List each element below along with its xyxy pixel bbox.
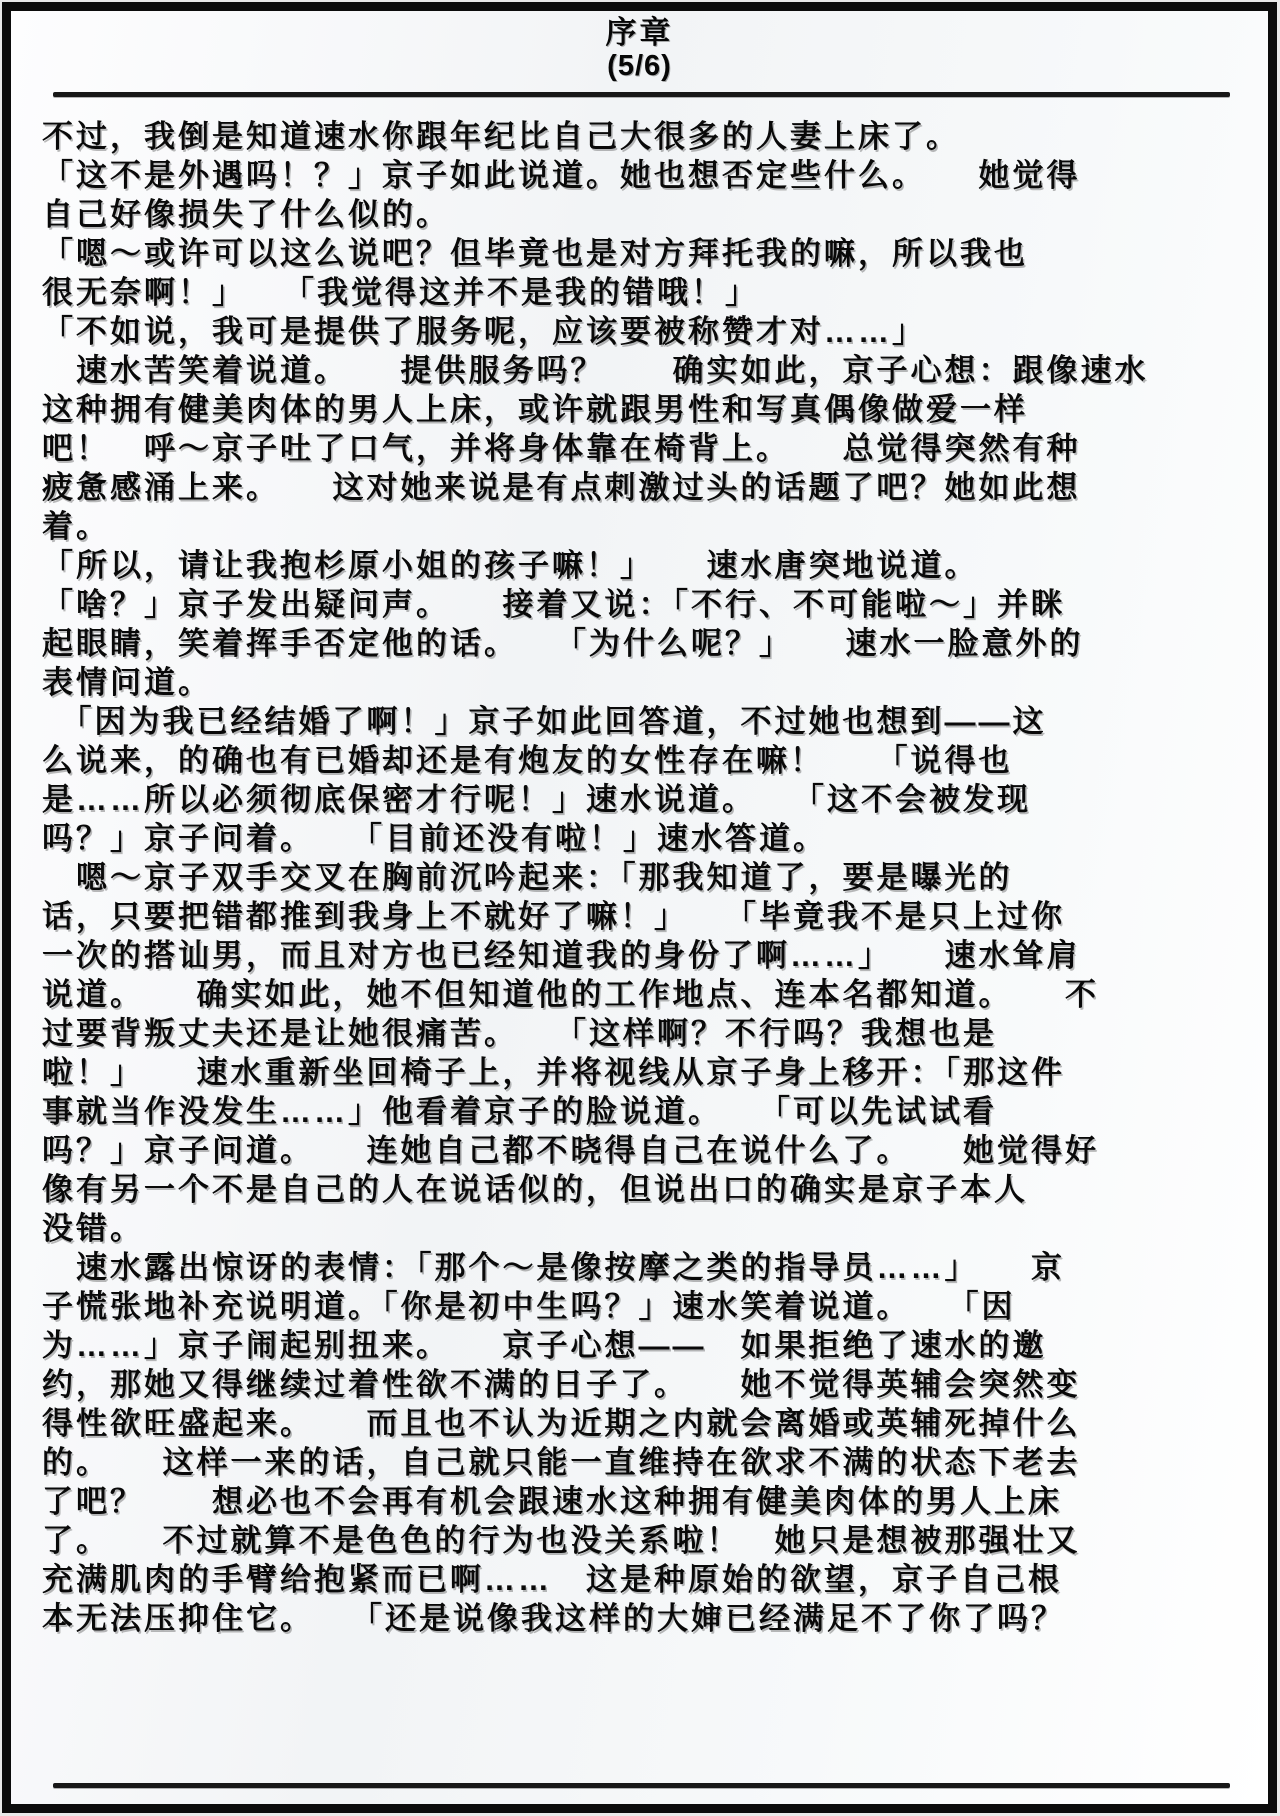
text-line: 为……」京子闹起别扭来。 京子心想—— 如果拒绝了速水的邀	[42, 1328, 1047, 1363]
text-line: 说道。 确实如此，她不但知道他的工作地点、连本名都知道。 不	[42, 977, 1099, 1012]
text-line: 本无法压抑住它。 「还是说像我这样的大婶已经满足不了你了吗？	[42, 1601, 1065, 1636]
text-line: 「不如说，我可是提供了服务呢，应该要被称赞才对……」	[42, 314, 926, 349]
text-line: 事就当作没发生……」他看着京子的脸说道。 「可以先试试看	[42, 1094, 997, 1129]
text-line: 是……所以必须彻底保密才行呢！」速水说道。 「这不会被发现	[42, 782, 1031, 817]
story-text	[11, 97, 1268, 1638]
text-line: 速水苦笑着说道。 提供服务吗？ 确实如此，京子心想：跟像速水	[42, 353, 1149, 388]
text-line: 啦！」 速水重新坐回椅子上，并将视线从京子身上移开：「那这件	[42, 1055, 1065, 1090]
page-header	[11, 16, 1268, 83]
page-indicator: (5/6)	[607, 50, 672, 82]
text-line: 子慌张地补充说明道。「你是初中生吗？」速水笑着说道。 「因	[42, 1289, 1016, 1324]
text-line: 话，只要把错都推到我身上不就好了嘛！」 「毕竟我不是只上过你	[42, 899, 1065, 934]
text-line: 么说来，的确也有已婚却还是有炮友的女性存在嘛！ 「说得也	[42, 743, 1013, 778]
text-line: 充满肌肉的手臂给抱紧而已啊…… 这是种原始的欲望，京子自己根	[42, 1562, 1062, 1597]
text-line: 起眼睛，笑着挥手否定他的话。 「为什么呢？」 速水一脸意外的	[42, 626, 1084, 661]
text-line: 得性欲旺盛起来。 而且也不认为近期之内就会离婚或英辅死掉什么	[42, 1406, 1081, 1441]
text-line: 「啥？」京子发出疑问声。 接着又说：「不行、不可能啦～」并眯	[42, 587, 1065, 622]
text-line: 嗯～京子双手交叉在胸前沉吟起来：「那我知道了，要是曝光的	[42, 860, 1013, 895]
text-line: 速水露出惊讶的表情：「那个～是像按摩之类的指导员……」 京	[42, 1250, 1065, 1285]
text-line: 吗？」京子问着。 「目前还没有啦！」速水答道。	[42, 821, 827, 856]
text-line: 着。	[42, 509, 110, 544]
text-line: 「嗯～或许可以这么说吧？但毕竟也是对方拜托我的嘛，所以我也	[42, 236, 1028, 271]
text-line: 过要背叛丈夫还是让她很痛苦。 「这样啊？不行吗？我想也是	[42, 1016, 997, 1051]
text-line: 不过，我倒是知道速水你跟年纪比自己大很多的人妻上床了。	[42, 119, 960, 154]
chapter-title: 序章	[605, 15, 674, 50]
text-line: 表情问道。	[42, 665, 212, 700]
page-frame	[2, 2, 1277, 1813]
text-line: 了。 不过就算不是色色的行为也没关系啦！ 她只是想被那强壮又	[42, 1523, 1081, 1558]
text-line: 像有另一个不是自己的人在说话似的，但说出口的确实是京子本人	[42, 1172, 1028, 1207]
text-line: 疲惫感涌上来。 这对她来说是有点刺激过头的话题了吧？她如此想	[42, 470, 1081, 505]
text-line: 「这不是外遇吗！？」京子如此说道。她也想否定些什么。 她觉得	[42, 158, 1081, 193]
text-line: 「所以，请让我抱杉原小姐的孩子嘛！」 速水唐突地说道。	[42, 548, 979, 583]
text-line: 很无奈啊！」 「我觉得这并不是我的错哦！」	[42, 275, 759, 310]
text-line: 吧！ 呼～京子吐了口气，并将身体靠在椅背上。 总觉得突然有种	[42, 431, 1081, 466]
text-line: 自己好像损失了什么似的。	[42, 197, 450, 232]
text-line: 的。 这样一来的话，自己就只能一直维持在欲求不满的状态下老去	[42, 1445, 1081, 1480]
footer-divider	[53, 1783, 1230, 1788]
text-line: 没错。	[42, 1211, 144, 1246]
text-line: 约，那她又得继续过着性欲不满的日子了。 她不觉得英辅会突然变	[42, 1367, 1081, 1402]
text-line: 了吧？ 想必也不会再有机会跟速水这种拥有健美肉体的男人上床	[42, 1484, 1062, 1519]
text-line: 吗？」京子问道。 连她自己都不晓得自己在说什么了。 她觉得好	[42, 1133, 1099, 1168]
text-line: 一次的搭讪男，而且对方也已经知道我的身份了啊……」 速水耸肩	[42, 938, 1081, 973]
text-line: 「因为我已经结婚了啊！」京子如此回答道，不过她也想到——这	[42, 704, 1047, 739]
text-line: 这种拥有健美肉体的男人上床，或许就跟男性和写真偶像做爱一样	[42, 392, 1028, 427]
